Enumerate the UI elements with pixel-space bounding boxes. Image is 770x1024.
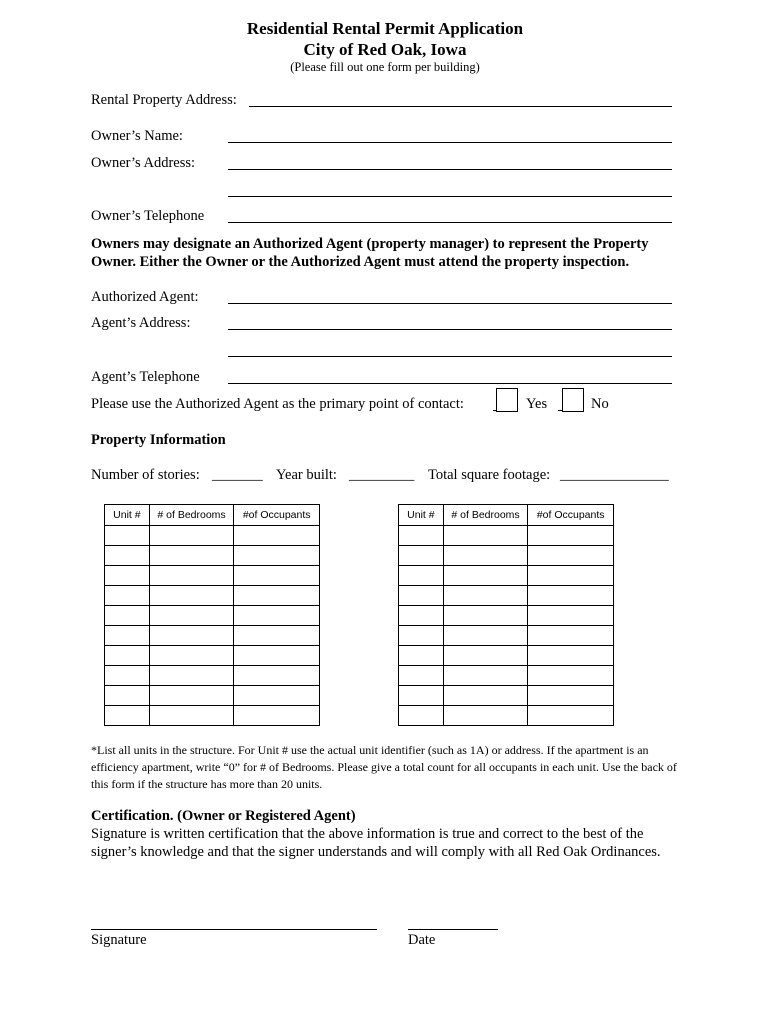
form-instruction: (Please fill out one form per building)	[290, 60, 480, 74]
date-label: Date	[408, 932, 436, 948]
table-cell[interactable]	[443, 706, 528, 726]
table-cell[interactable]	[443, 606, 528, 626]
table-cell[interactable]	[105, 546, 150, 566]
table-cell[interactable]	[443, 626, 528, 646]
table-cell[interactable]	[528, 646, 614, 666]
table-cell[interactable]	[149, 666, 234, 686]
table-cell[interactable]	[528, 586, 614, 606]
table-cell[interactable]	[399, 626, 444, 646]
table-cell[interactable]	[234, 606, 320, 626]
owner-name-field[interactable]	[228, 142, 672, 143]
table-cell[interactable]	[149, 566, 234, 586]
table-cell[interactable]	[399, 606, 444, 626]
sqft-label: Total square footage:	[428, 467, 551, 483]
table-cell[interactable]	[443, 686, 528, 706]
table-cell[interactable]	[399, 566, 444, 586]
table-cell[interactable]	[443, 646, 528, 666]
owner-telephone-field[interactable]	[228, 222, 672, 223]
table-row	[105, 586, 320, 606]
date-field[interactable]	[408, 929, 498, 930]
table-cell[interactable]	[105, 666, 150, 686]
table-row	[399, 646, 614, 666]
property-address-field[interactable]	[249, 106, 672, 107]
table-cell[interactable]	[149, 606, 234, 626]
table-cell[interactable]	[105, 646, 150, 666]
table-row	[105, 566, 320, 586]
table-cell[interactable]	[149, 526, 234, 546]
table-cell[interactable]	[105, 566, 150, 586]
units-table-left	[104, 504, 320, 726]
owner-address-label: Owner’s Address:	[91, 155, 196, 171]
owner-telephone-label: Owner’s Telephone	[91, 208, 205, 224]
table-cell[interactable]	[234, 626, 320, 646]
agent-notice: Owners may designate an Authorized Agent (property manager) to represent the Property Owner. Either the Owner or the Authorized Agent must attend the property inspection.	[91, 236, 649, 270]
sqft-field[interactable]: _______________	[560, 467, 669, 483]
certification-heading: Certification. (Owner or Registered Agent)	[91, 808, 356, 824]
table-row	[399, 586, 614, 606]
table-header-row	[105, 505, 320, 526]
table-cell[interactable]	[234, 646, 320, 666]
column-header: # of Bedrooms	[149, 505, 234, 526]
table-cell[interactable]	[443, 566, 528, 586]
column-header: Unit #	[399, 505, 444, 526]
table-cell[interactable]	[234, 546, 320, 566]
stories-field[interactable]: _______	[212, 467, 263, 483]
units-footnote: *List all units in the structure. For Unit # use the actual unit identifier (such as 1A) or address. If the apartment is an efficiency apartment, write “0” for # of Bedrooms. Please give a total count for all occupants in each unit. Use the back of this form if the structure has more than 20 units.	[91, 743, 677, 791]
property-address-label: Rental Property Address:	[91, 92, 237, 108]
table-row	[399, 606, 614, 626]
table-row	[399, 546, 614, 566]
table-row	[105, 706, 320, 726]
table-cell[interactable]	[105, 706, 150, 726]
column-header: #of Occupants	[528, 505, 614, 526]
table-cell[interactable]	[443, 546, 528, 566]
table-cell[interactable]	[234, 666, 320, 686]
table-cell[interactable]	[105, 626, 150, 646]
agent-address-field-1[interactable]	[228, 329, 672, 330]
table-cell[interactable]	[528, 606, 614, 626]
table-cell[interactable]	[149, 626, 234, 646]
column-header: # of Bedrooms	[443, 505, 528, 526]
table-row	[105, 666, 320, 686]
contact-question: Please use the Authorized Agent as the primary point of contact:	[91, 396, 464, 412]
form-title: Residential Rental Permit Application	[246, 19, 524, 38]
table-cell[interactable]	[528, 546, 614, 566]
yes-label: Yes	[526, 396, 548, 412]
table-cell[interactable]	[528, 706, 614, 726]
no-label: No	[591, 396, 609, 412]
no-checkbox[interactable]	[562, 388, 584, 412]
owner-address-field-2[interactable]	[228, 196, 672, 197]
table-cell[interactable]	[399, 586, 444, 606]
agent-telephone-label: Agent’s Telephone	[91, 369, 200, 385]
form-city: City of Red Oak, Iowa	[303, 40, 467, 59]
signature-label: Signature	[91, 932, 147, 948]
table-cell[interactable]	[105, 606, 150, 626]
table-cell[interactable]	[105, 526, 150, 546]
table-cell[interactable]	[234, 526, 320, 546]
table-row	[399, 526, 614, 546]
table-cell[interactable]	[399, 686, 444, 706]
table-cell[interactable]	[443, 666, 528, 686]
table-cell[interactable]	[399, 666, 444, 686]
table-row	[105, 626, 320, 646]
table-row	[399, 666, 614, 686]
yes-checkbox[interactable]	[496, 388, 518, 412]
table-cell[interactable]	[234, 586, 320, 606]
certification-text: Signature is written certification that the above information is true and correct to the best of the signer’s knowledge and that the signer understands and will comply with all Red Oak Ordinances.	[91, 826, 661, 860]
table-cell[interactable]	[528, 626, 614, 646]
year-built-field[interactable]: _________	[349, 467, 415, 483]
signature-field[interactable]	[91, 929, 377, 930]
owner-name-label: Owner’s Name:	[91, 128, 183, 144]
agent-name-label: Authorized Agent:	[91, 289, 199, 305]
table-cell[interactable]	[399, 546, 444, 566]
table-row	[399, 706, 614, 726]
table-row	[105, 526, 320, 546]
table-row	[105, 646, 320, 666]
year-built-label: Year built:	[276, 467, 337, 483]
table-row	[105, 606, 320, 626]
table-cell[interactable]	[399, 706, 444, 726]
agent-name-field[interactable]	[228, 303, 672, 304]
table-cell[interactable]	[528, 666, 614, 686]
table-cell[interactable]	[234, 706, 320, 726]
table-row	[399, 686, 614, 706]
table-cell[interactable]	[105, 686, 150, 706]
property-heading: Property Information	[91, 432, 226, 448]
table-cell[interactable]	[443, 586, 528, 606]
table-header-row	[399, 505, 614, 526]
table-cell[interactable]	[528, 566, 614, 586]
table-row	[399, 566, 614, 586]
table-cell[interactable]	[149, 546, 234, 566]
table-row	[105, 546, 320, 566]
agent-telephone-field[interactable]	[228, 383, 672, 384]
column-header: Unit #	[105, 505, 150, 526]
table-cell[interactable]	[149, 586, 234, 606]
table-row	[105, 686, 320, 706]
table-cell[interactable]	[234, 566, 320, 586]
table-cell[interactable]	[528, 686, 614, 706]
table-row	[399, 626, 614, 646]
table-cell[interactable]	[149, 646, 234, 666]
agent-address-field-2[interactable]	[228, 356, 672, 357]
agent-address-label: Agent’s Address:	[91, 315, 191, 331]
table-cell[interactable]	[149, 706, 234, 726]
table-cell[interactable]	[149, 686, 234, 706]
table-cell[interactable]	[105, 586, 150, 606]
stories-label: Number of stories:	[91, 467, 200, 483]
units-table-right	[398, 504, 614, 726]
table-cell[interactable]	[399, 646, 444, 666]
table-cell[interactable]	[234, 686, 320, 706]
column-header: #of Occupants	[234, 505, 320, 526]
table-cell[interactable]	[399, 526, 444, 546]
table-cell[interactable]	[528, 526, 614, 546]
owner-address-field-1[interactable]	[228, 169, 672, 170]
table-cell[interactable]	[443, 526, 528, 546]
